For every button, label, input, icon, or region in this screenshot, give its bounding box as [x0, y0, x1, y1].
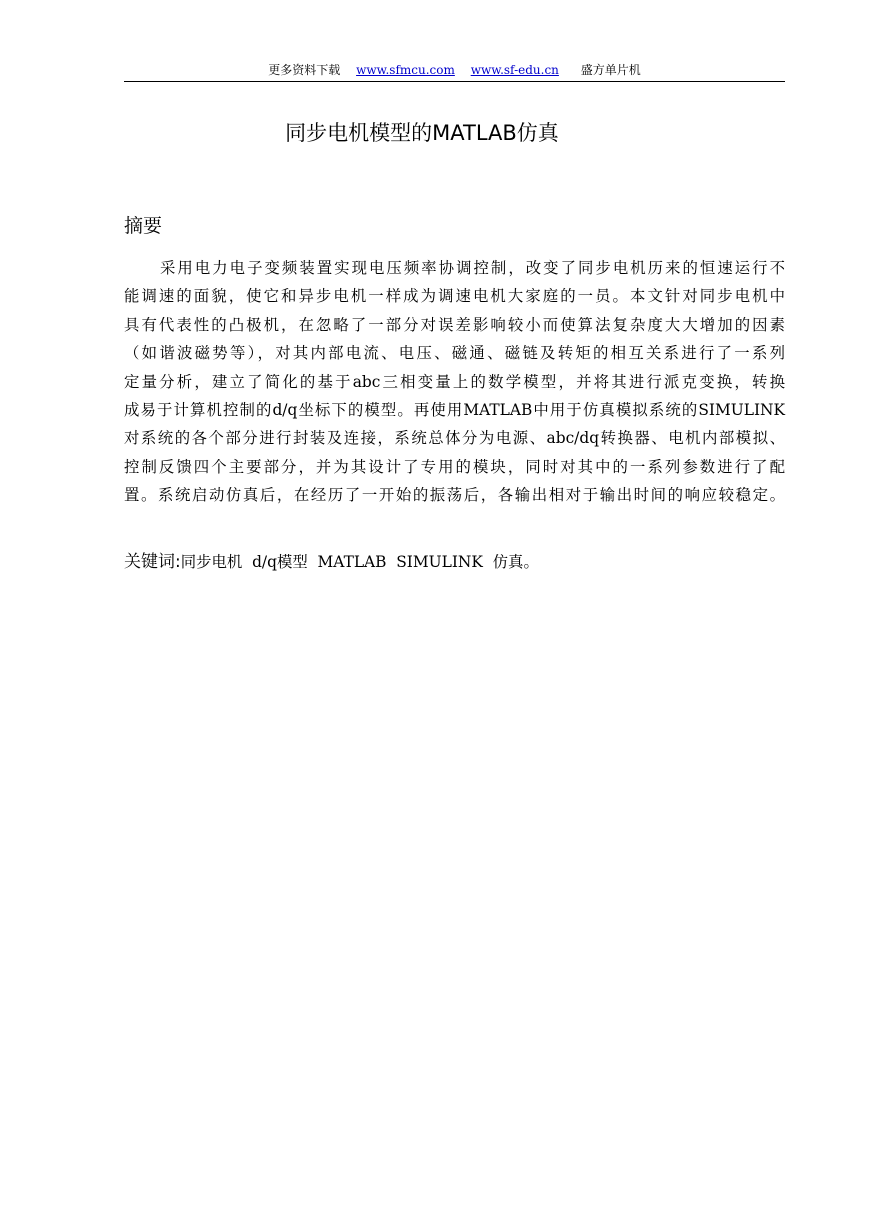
abstract-line: 置。系统启动仿真后，在经历了一开始的振荡后，各输出相对于输出时间的响应较稳定。 [124, 486, 785, 505]
abstract-heading: 摘要 [124, 215, 163, 237]
abstract-line: 成易于计算机控制的d/q坐标下的模型。再使用MATLAB中用于仿真模拟系统的SIMULINK [124, 401, 785, 420]
document-title: 同步电机模型的MATLAB仿真 [285, 121, 559, 145]
header-link-sfmcu[interactable]: www.sfmcu.com [356, 63, 455, 77]
abstract-line: （如谐波磁势等），对其内部电流、电压、磁通、磁链及转矩的相互关系进行了一系列 [124, 344, 785, 363]
abstract-line: 控制反馈四个主要部分，并为其设计了专用的模块，同时对其中的一系列参数进行了配 [124, 457, 785, 476]
abstract-line: 采用电力电子变频装置实现电压频率协调控制，改变了同步电机历来的恒速运行不 [160, 259, 785, 277]
header-brand: 盛方单片机 [580, 63, 641, 77]
page-header [124, 60, 785, 82]
abstract-line: 对系统的各个部分进行封装及连接，系统总体分为电源、abc/dq转换器、电机内部模拟、 [124, 429, 785, 448]
abstract-line: 定量分析，建立了简化的基于abc三相变量上的数学模型，并将其进行派克变换，转换 [124, 372, 785, 391]
abstract-line: 具有代表性的凸极机，在忽略了一部分对误差影响较小而使算法复杂度大大增加的因素 [124, 315, 785, 334]
keywords [124, 548, 539, 576]
header-link-sf-edu[interactable]: www.sf-edu.cn [470, 63, 559, 77]
header-prefix: 更多资料下载 [268, 63, 341, 77]
abstract-line: 能调速的面貌，使它和异步电机一样成为调速电机大家庭的一员。本文针对同步电机中 [124, 287, 785, 306]
abstract-body [124, 254, 785, 510]
keywords-text: 同步电机 d/q模型 MATLAB SIMULINK 仿真。 [180, 553, 539, 571]
keywords-label: 关键词: [124, 552, 181, 572]
